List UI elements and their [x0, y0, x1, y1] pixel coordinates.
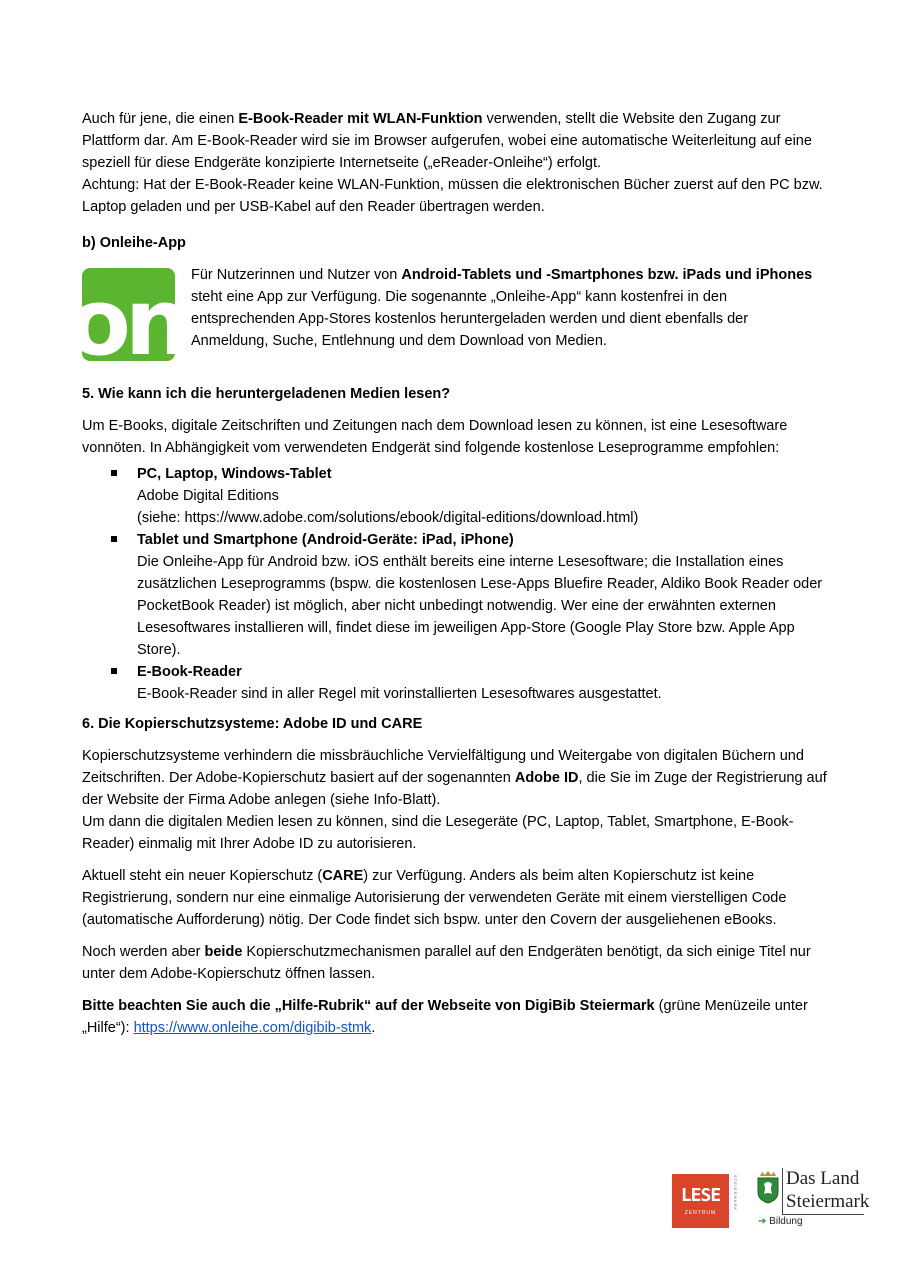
bullet-square-icon	[111, 536, 117, 542]
document-page	[67, 108, 827, 1039]
section-5-heading: 5. Wie kann ich die heruntergeladenen Medien lesen?	[82, 386, 451, 402]
section-5-intro: Um E-Books, digitale Zeitschriften und Zeitungen nach dem Download lesen zu können, ist eine Lesesoftware vonnöten. In Abhängigkeit vom verwendeten Endgerät sind folgende kostenlose Leseprogramme empfohlen:	[82, 418, 788, 456]
section-6-heading: 6. Die Kopierschutzsysteme: Adobe ID und CARE	[82, 716, 423, 732]
section-6-paragraph-4: Noch werden aber beide Kopierschutzmechanismen parallel auf den Endgeräten benötigt, da sich einige Titel nur unter dem Adobe-Kopierschutz öffnen lassen.	[82, 944, 811, 982]
lesezentrum-logo: LESE ZENTRUM	[672, 1174, 729, 1228]
bullet-square-icon	[111, 668, 117, 674]
footer-logos	[672, 1168, 870, 1233]
list-item: E-Book-Reader E-Book-Reader sind in aller Regel mit vorinstallierten Lesesoftwares ausgestattet.	[82, 661, 827, 705]
section-b-heading: b) Onleihe-App	[82, 235, 186, 251]
bullet-square-icon	[111, 470, 117, 476]
arrow-right-icon: ➔	[758, 1216, 767, 1227]
section-6-paragraph-2: Um dann die digitalen Medien lesen zu können, sind die Lesegeräte (PC, Laptop, Tablet, Smartphone, E-Book-Reader) einmalig mit Ihrer Adobe ID zu autorisieren.	[82, 814, 794, 852]
bildung-label: ➔ Bildung	[758, 1216, 803, 1227]
styria-crest-icon	[756, 1170, 780, 1204]
land-steiermark-logo: Das Land Steiermark	[782, 1168, 867, 1228]
onleihe-app-logo	[67, 268, 185, 376]
list-item: PC, Laptop, Windows-Tablet Adobe Digital Editions (siehe: https://www.adobe.com/solutions/ebook/digital-editions/download.html)	[82, 463, 827, 529]
onleihe-app-text: Für Nutzerinnen und Nutzer von Android-Tablets und -Smartphones bzw. iPads und iPhones steht eine App zur Verfügung. Die sogenannte „Onleihe-App“ kann kostenfrei in den entsprechenden App-Stores kostenlos heruntergeladen werden und dient ebenfalls der Anmeldung, Suche, Entlehnung und dem Download von Medien.	[191, 267, 813, 349]
onleihe-logo-text: on	[67, 269, 185, 376]
reader-software-list	[82, 463, 827, 705]
onleihe-help-link[interactable]: https://www.onleihe.com/digibib-stmk	[133, 1020, 372, 1036]
help-note: Bitte beachten Sie auch die „Hilfe-Rubrik“ auf der Webseite von DigiBib Steiermark (grüne Menüzeile unter „Hilfe“): https://www.onleihe.com/digibib-stmk.	[82, 998, 808, 1036]
onleihe-app-block	[67, 264, 827, 376]
section-6-paragraph-3: Aktuell steht ein neuer Kopierschutz (CARE) zur Verfügung. Anders als beim alten Kopierschutz ist keine Registrierung, sondern nur eine einmalige Autorisierung der verwendeten Geräte mit einem vierstelligen Code (automatische Aufforderung) nötig. Der Code findet sich bspw. unter den Covern der ausgeliehenen eBooks.	[82, 868, 787, 928]
section-6-paragraph-1: Kopierschutzsysteme verhindern die missbräuchliche Vervielfältigung und Weitergabe von digitalen Büchern und Zeitschriften. Der Adobe-Kopierschutz basiert auf der sogenannten Adobe ID, die Sie im Zuge der Registrierung auf der Website der Firma Adobe anlegen (siehe Info-Blatt).	[82, 748, 827, 808]
intro-warning: Achtung: Hat der E-Book-Reader keine WLAN-Funktion, müssen die elektronischen Bücher zuerst auf den PC bzw. Laptop geladen und per USB-Kabel auf den Reader übertragen werden.	[82, 177, 823, 215]
list-item: Tablet und Smartphone (Android-Geräte: iPad, iPhone) Die Onleihe-App für Android bzw. iOS enthält bereits eine interne Lesesoftware; die Installation eines zusätzlichen Leseprogramms (bspw. die kostenlosen Lese-Apps Bluefire Reader, Aldiko Book Reader oder PocketBook Reader) ist möglich, aber nicht unbedingt notwendig. Wer eine der erwähnten externen Lesesoftwares installieren will, findet diese im jeweiligen App-Store (Google Play Store bzw. Apple App Store).	[82, 529, 827, 661]
intro-paragraph: Auch für jene, die einen E-Book-Reader mit WLAN-Funktion verwenden, stellt die Website den Zugang zur Plattform dar. Am E-Book-Reader wird sie im Browser aufgerufen, wobei eine automatische Weiterleitung auf eine speziell für diese Endgeräte konzipierte Internetseite („eReader-Onleihe“) erfolgt.	[82, 111, 812, 171]
lesezentrum-vertical-label: STEIERMARK	[733, 1175, 738, 1212]
